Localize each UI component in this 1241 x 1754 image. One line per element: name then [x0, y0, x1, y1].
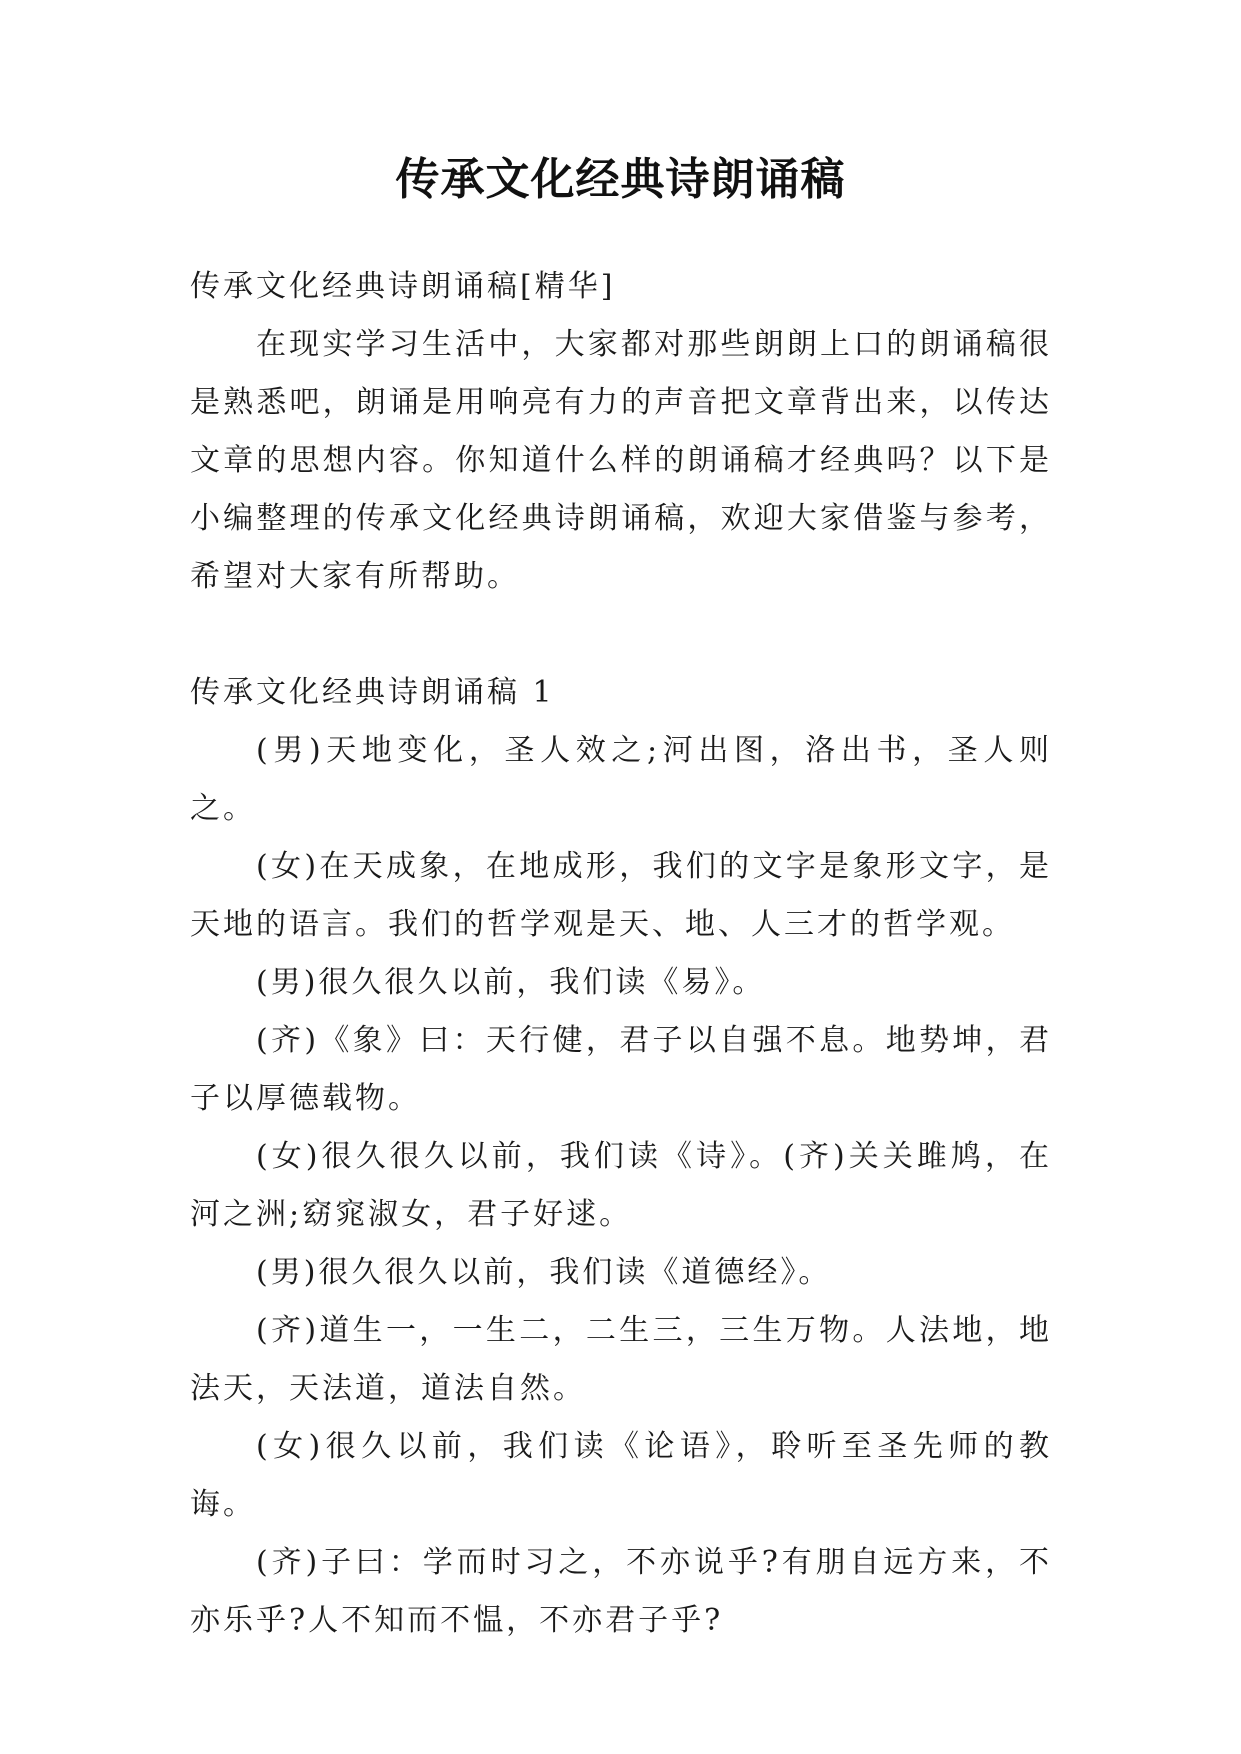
document-body — [190, 258, 1052, 1650]
intro-paragraph: 在现实学习生活中，大家都对那些朗朗上口的朗诵稿很是熟悉吧，朗诵是用响亮有力的声音把文章背出来，以传达文章的思想内容。你知道什么样的朗诵稿才经典吗？以下是小编整理的传承文化经典诗朗诵稿，欢迎大家借鉴与参考，希望对大家有所帮助。 — [190, 327, 1052, 594]
poem-paragraph: (男)很久很久以前，我们读《道德经》。 — [256, 1255, 832, 1290]
poem-paragraph: (女)很久很久以前，我们读《诗》。(齐)关关雎鸠，在河之洲;窈窕淑女，君子好逑。 — [190, 1139, 1052, 1232]
paragraph-spacer — [190, 606, 1052, 664]
poem-paragraph: (齐)子曰：学而时习之，不亦说乎?有朋自远方来，不亦乐乎?人不知而不愠，不亦君子乎? — [190, 1545, 1052, 1638]
poem-paragraph: (女)在天成象，在地成形，我们的文字是象形文字，是天地的语言。我们的哲学观是天、地、人三才的哲学观。 — [190, 849, 1052, 942]
document-title: 传承文化经典诗朗诵稿 — [395, 154, 846, 205]
poem-paragraph: (齐)《象》曰：天行健，君子以自强不息。地势坤，君子以厚德载物。 — [190, 1023, 1052, 1116]
poem-paragraph: (男)天地变化，圣人效之;河出图，洛出书，圣人则之。 — [190, 733, 1052, 826]
poem-paragraph: (男)很久很久以前，我们读《易》。 — [256, 965, 766, 1000]
poem-paragraph: (女)很久以前，我们读《论语》，聆听至圣先师的教诲。 — [190, 1429, 1052, 1522]
document-subtitle: 传承文化经典诗朗诵稿[精华] — [190, 269, 616, 304]
section-heading: 传承文化经典诗朗诵稿 1 — [190, 675, 555, 710]
poem-paragraph: (齐)道生一，一生二，二生三，三生万物。人法地，地法天，天法道，道法自然。 — [190, 1313, 1052, 1406]
